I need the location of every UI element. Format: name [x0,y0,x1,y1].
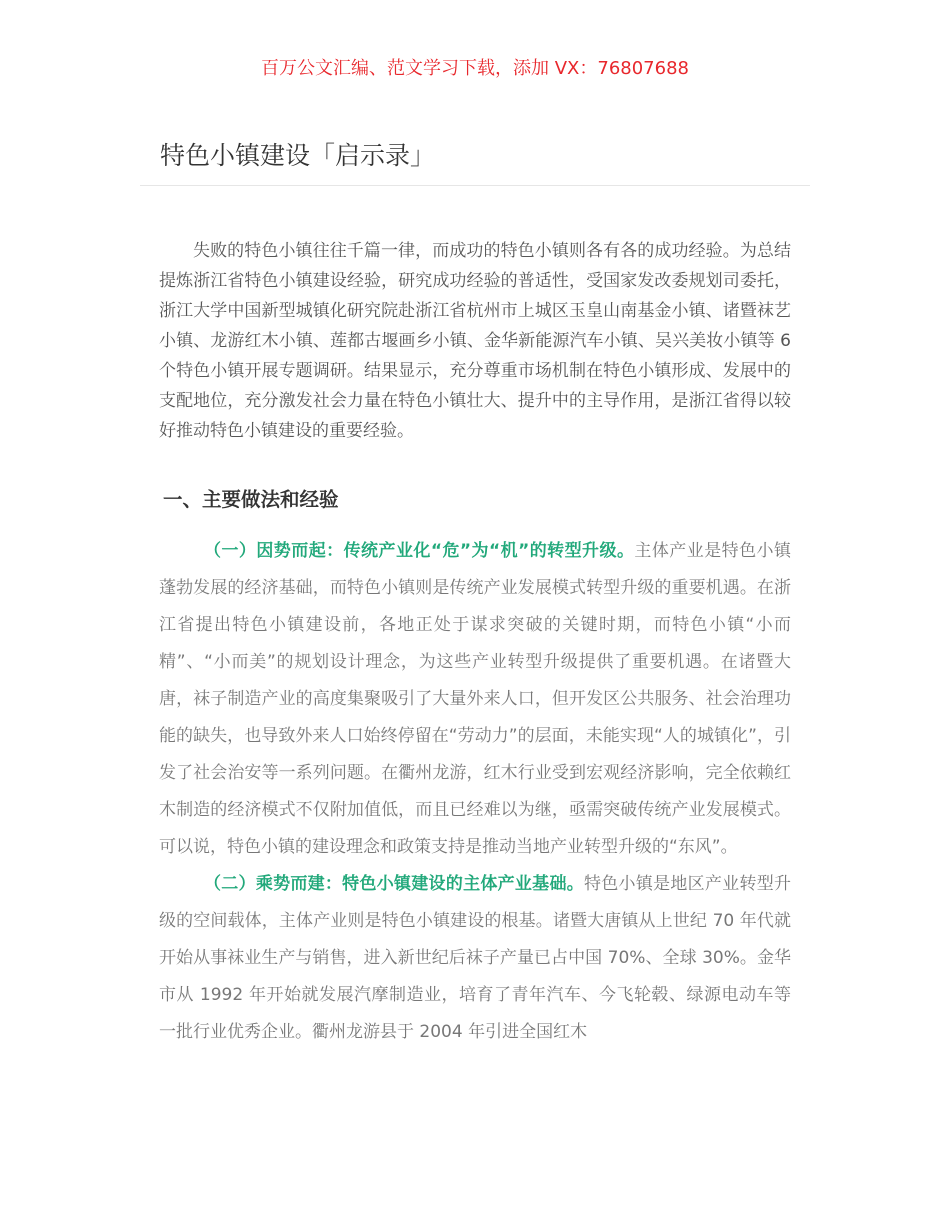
body-paragraph-2 [159,866,791,1051]
paragraph-lead-heading: （一）因势而起：传统产业化“危”为“机”的转型升级。 [204,541,635,561]
title-divider [140,185,810,186]
watermark-banner: 百万公文汇编、范文学习下载，添加 VX：76807688 [261,58,689,79]
intro-paragraph: 失败的特色小镇往往千篇一律，而成功的特色小镇则各有各的成功经验。为总结提炼浙江省特色小镇建设经验，研究成功经验的普适性，受国家发改委规划司委托，浙江大学中国新型城镇化研究院赴浙江省杭州市上城区玉皇山南基金小镇、诸暨袜艺小镇、龙游红木小镇、莲都古堰画乡小镇、金华新能源汽车小镇、吴兴美妆小镇等 6 个特色小镇开展专题调研。结果显示，充分尊重市场机制在特色小镇形成、发展中的支配地位，充分激发社会力量在特色小镇壮大、提升中的主导作用，是浙江省得以较好推动特色小镇建设的重要经验。 [159,241,791,441]
paragraph-lead-heading: （二）乘势而建：特色小镇建设的主体产业基础。 [204,874,584,894]
section-heading: 一、主要做法和经验 [163,488,339,511]
paragraph-text: 特色小镇是地区产业转型升级的空间载体，主体产业则是特色小镇建设的根基。诸暨大唐镇从上世纪 70 年代就开始从事袜业生产与销售，进入新世纪后袜子产量已占中国 70%、全球 30%。金华市从 1992 年开始就发展汽摩制造业，培育了青年汽车、今飞轮毂、绿源电动车等一批行业优秀企业。衢州龙游县于 2004 年引进全国红木 [159,874,791,1042]
body-paragraph-1 [159,533,791,866]
article-body [159,533,791,1051]
paragraph-text: 主体产业是特色小镇蓬勃发展的经济基础，而特色小镇则是传统产业发展模式转型升级的重要机遇。在浙江省提出特色小镇建设前，各地正处于谋求突破的关键时期，而特色小镇“小而精”、“小而美”的规划设计理念，为这些产业转型升级提供了重要机遇。在诸暨大唐，袜子制造产业的高度集聚吸引了大量外来人口，但开发区公共服务、社会治理功能的缺失，也导致外来人口始终停留在“劳动力”的层面，未能实现“人的城镇化”，引发了社会治安等一系列问题。在衢州龙游，红木行业受到宏观经济影响，完全依赖红木制造的经济模式不仅附加值低，而且已经难以为继，亟需突破传统产业发展模式。可以说，特色小镇的建设理念和政策支持是推动当地产业转型升级的“东风”。 [159,541,791,857]
article-title: 特色小镇建设「启示录」 [160,141,436,170]
